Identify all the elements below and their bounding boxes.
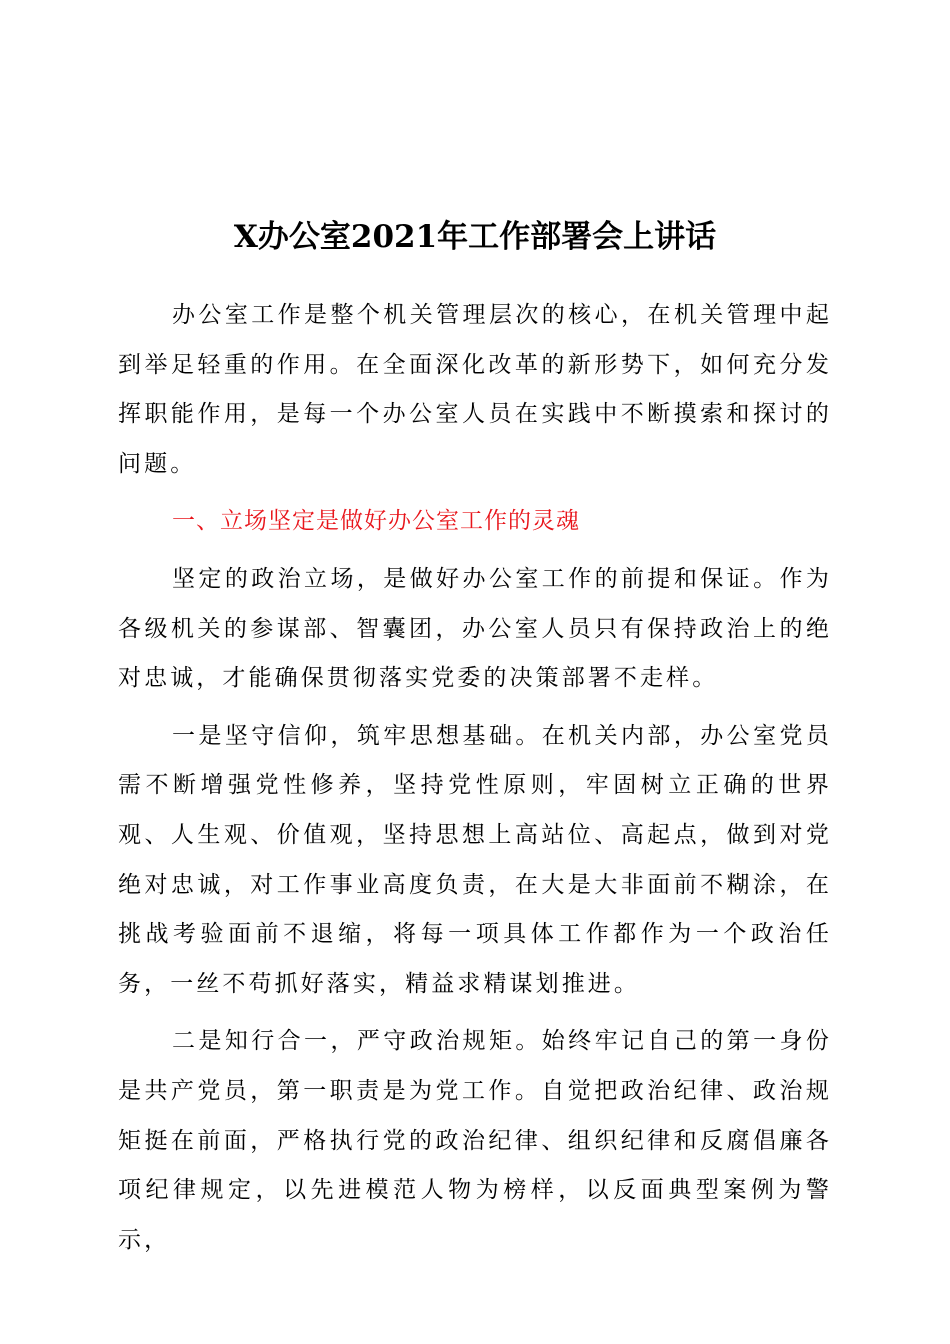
section-heading: 一、立场坚定是做好办公室工作的灵魂 xyxy=(172,508,580,535)
section-paragraph-2: 一是坚守信仰，筑牢思想基础。在机关内部，办公室党员需不断增强党性修养，坚持党性原则，牢固树立正确的世界观、人生观、价值观，坚持思想上高站位、高起点，做到对党绝对忠诚，对工作事业高度负责，在大是大非面前不糊涂，在挑战考验面前不退缩，将每一项具体工作都作为一个政治任务，一丝不苟抓好落实，精益求精谋划推进。 xyxy=(118,722,832,997)
section-paragraph-3: 二是知行合一，严守政治规矩。始终牢记自己的第一身份是共产党员，第一职责是为党工作。自觉把政治纪律、政治规矩挺在前面，严格执行党的政治纪律、组织纪律和反腐倡廉各项纪律规定，以先进模范人物为榜样，以反面典型案例为警示， xyxy=(118,1028,832,1253)
section-paragraph-1: 坚定的政治立场，是做好办公室工作的前提和保证。作为各级机关的参谋部、智囊团，办公室人员只有保持政治上的绝对忠诚，才能确保贯彻落实党委的决策部署不走样。 xyxy=(118,565,832,692)
intro-paragraph: 办公室工作是整个机关管理层次的核心，在机关管理中起到举足轻重的作用。在全面深化改革的新形势下，如何充分发挥职能作用，是每一个办公室人员在实践中不断摸索和探讨的问题。 xyxy=(118,302,832,477)
document-body xyxy=(118,291,832,1273)
document-title: X办公室2021年工作部署会上讲话 xyxy=(233,219,717,255)
